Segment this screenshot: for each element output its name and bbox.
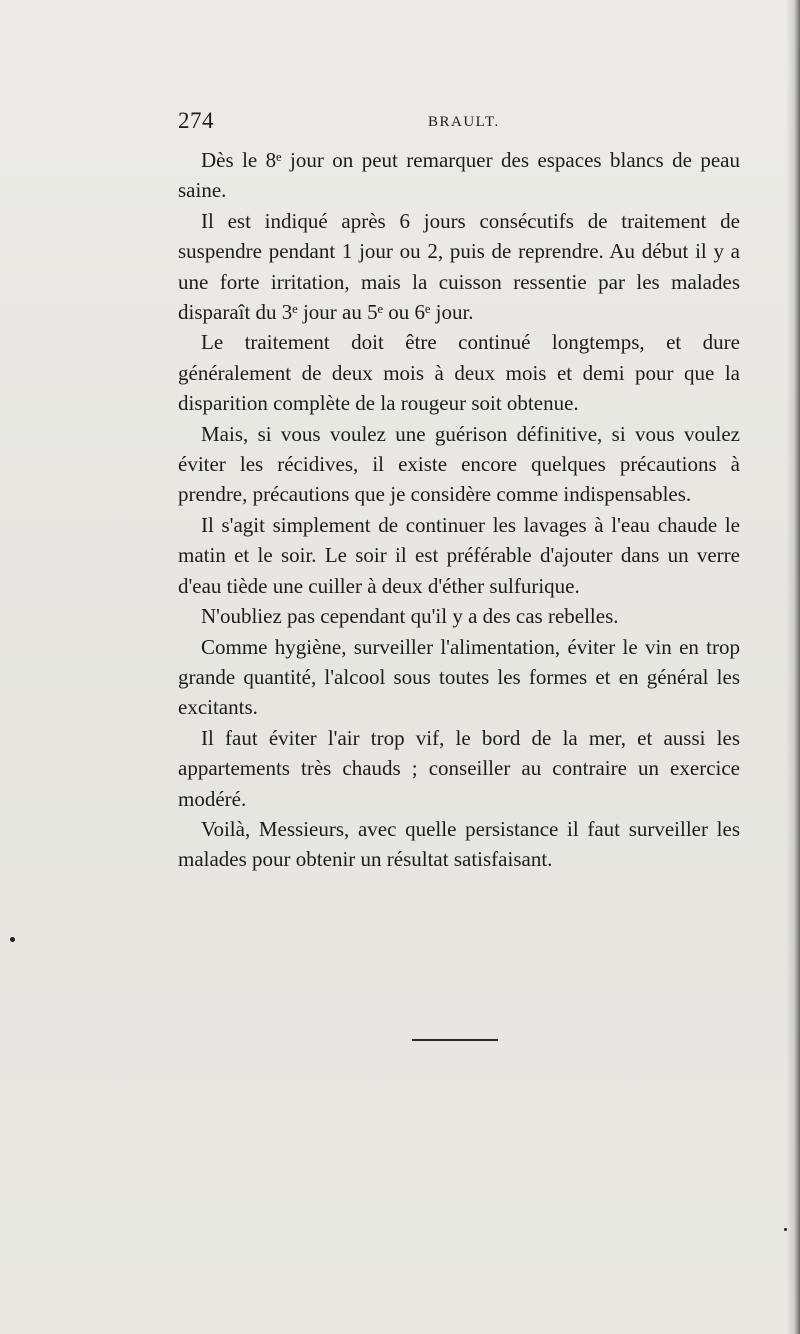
- ink-speck: [784, 1228, 787, 1231]
- paragraph: Le traitement doit être continué longtemps, et dure généralement de deux mois à deux mois et demi pour que la disparition complète de la rougeur soit obtenue.: [178, 330, 740, 416]
- paragraph: Mais, si vous voulez une guérison définitive, si vous voulez éviter les récidives, il existe encore quelques précautions à prendre, précautions que je considère comme indispensables.: [178, 421, 740, 507]
- paragraph: Voilà, Messieurs, avec quelle persistance il faut surveiller les malades pour obtenir un résultat satisfaisant.: [178, 816, 740, 872]
- body-text: [178, 145, 740, 875]
- page-number: 274: [178, 108, 214, 133]
- paragraph: Il s'agit simplement de continuer les lavages à l'eau chaude le matin et le soir. Le soir il est préférable d'ajouter dans un verre d'eau tiède une cuiller à deux d'éther sulfurique.: [178, 512, 740, 598]
- page-edge-shadow: [786, 0, 800, 1334]
- paragraph: Il est indiqué après 6 jours consécutifs de traitement de suspendre pendant 1 jour ou 2, puis de reprendre. Au début il y a une forte irritation, mais la cuisson ressentie par les malades disparaît du 3ᵉ jour au 5ᵉ ou 6ᵉ jour.: [178, 208, 740, 325]
- paragraph: Dès le 8ᵉ jour on peut remarquer des espaces blancs de peau saine.: [178, 148, 740, 203]
- paragraph: Comme hygiène, surveiller l'alimentation, éviter le vin en trop grande quantité, l'alcool sous toutes les formes et en général les excitants.: [178, 634, 740, 720]
- page-header: [178, 108, 740, 138]
- running-head: BRAULT.: [428, 114, 500, 130]
- paragraph: N'oubliez pas cependant qu'il y a des cas rebelles.: [201, 604, 619, 629]
- section-end-rule: [412, 1039, 498, 1041]
- ink-speck: [10, 937, 15, 942]
- paragraph: Il faut éviter l'air trop vif, le bord de la mer, et aussi les appartements très chauds ; conseiller au contraire un exercice modéré.: [178, 725, 740, 811]
